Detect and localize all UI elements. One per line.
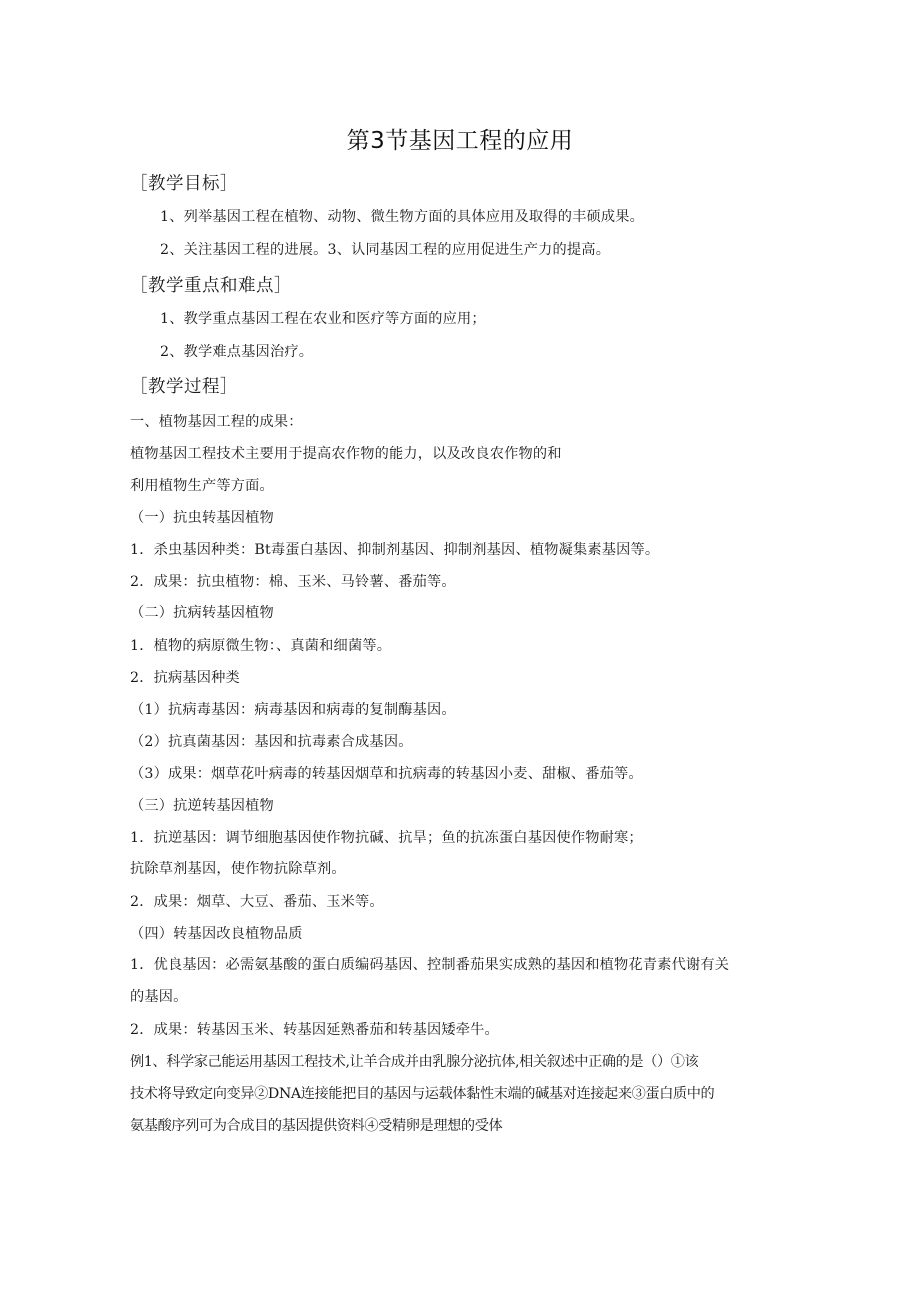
process-line: （一）抗虫转基因植物 [130,510,274,526]
process-line: 2．成果：烟草、大豆、番茄、玉米等。 [130,894,384,910]
example-line: 技术将导致定向变异②DNA连接能把目的基因与运载体黏性末端的碱基对连接起来③蛋白质中的 [130,1086,715,1102]
process-line: （三）抗逆转基因植物 [130,798,274,814]
process-line: 1．植物的病原微生物：、真菌和细菌等。 [130,638,392,654]
key-point-item-2: 2、教学难点基因治疗。 [160,344,314,360]
process-line: （四）转基因改良植物品质 [130,926,303,942]
example-line: 氨基酸序列可为合成目的基因提供资料④受精卵是理想的受体 [130,1118,503,1134]
process-line: 1．杀虫基因种类：Bt毒蛋白基因、抑制剂基因、抑制剂基因、植物凝集素基因等。 [130,542,660,558]
process-line: 2．成果：转基因玉米、转基因延熟番茄和转基因矮牵牛。 [130,1022,499,1038]
process-line: 的基因。 [130,989,188,1005]
process-line: 抗除草剂基因，使作物抗除草剂。 [130,861,346,877]
key-point-item-1: 1、教学重点基因工程在农业和医疗等方面的应用； [160,311,486,327]
process-line: （1）抗病毒基因：病毒基因和病毒的复制酶基因。 [130,702,456,718]
page-title: 第3节基因工程的应用 [346,128,574,154]
process-line: 一、植物基因工程的成果： [130,414,303,430]
process-line: 植物基因工程技术主要用于提高农作物的能力，以及改良农作物的和 [130,446,562,462]
process-line: （3）成果：烟草花叶病毒的转基因烟草和抗病毒的转基因小麦、甜椒、番茄等。 [130,766,643,782]
section-heading-process: ［教学过程］ [130,377,238,397]
goal-item-2: 2、关注基因工程的进展。3、认同基因工程的应用促进生产力的提高。 [160,242,611,258]
process-line: （2）抗真菌基因：基因和抗毒素合成基因。 [130,734,413,750]
process-line: 1．优良基因：必需氨基酸的蛋白质编码基因、控制番茄果实成熟的基因和植物花青素代谢有关 [130,957,730,973]
example-line: 例1、科学家己能运用基因工程技术,让羊合成并由乳腺分泌抗体,相关叙述中正确的是（）①该 [130,1054,699,1070]
process-line: 利用植物生产等方面。 [130,478,274,494]
section-heading-key-points: ［教学重点和难点］ [130,276,292,296]
section-heading-goals: ［教学目标］ [130,174,238,194]
process-line: （二）抗病转基因植物 [130,605,274,621]
goal-item-1: 1、列举基因工程在植物、动物、微生物方面的具体应用及取得的丰硕成果。 [160,209,645,225]
process-line: 2．抗病基因种类 [130,670,240,686]
process-line: 2．成果：抗虫植物：棉、玉米、马铃薯、番茄等。 [130,574,456,590]
process-line: 1．抗逆基因：调节细胞基因使作物抗碱、抗旱；鱼的抗冻蛋白基因使作物耐寒； [130,830,643,846]
